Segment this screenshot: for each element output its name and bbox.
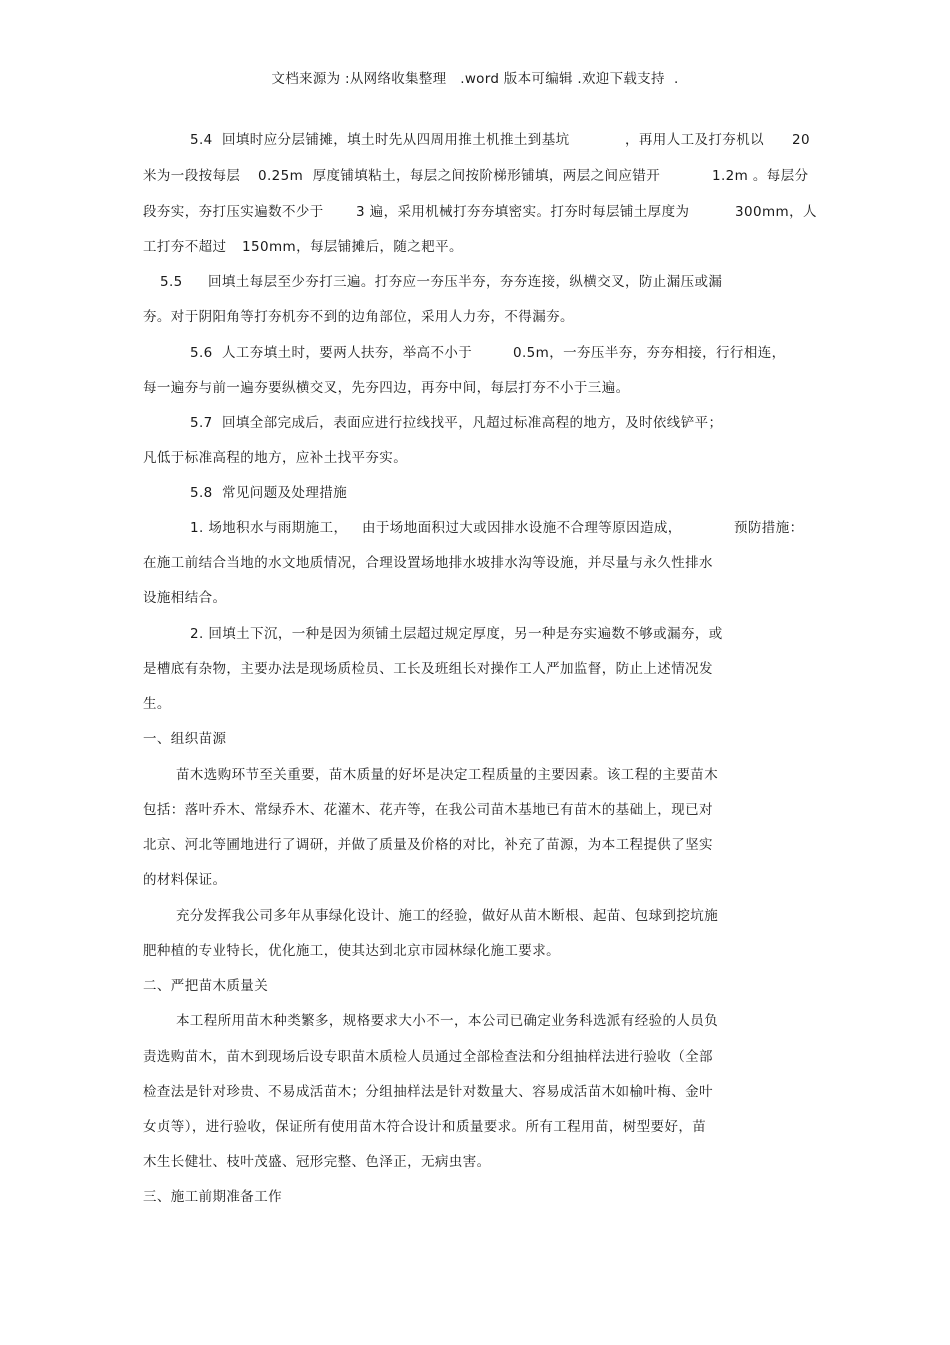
text-segment: 回填时应分层铺摊，填土时先从四周用推土机推土到基坑	[222, 132, 570, 148]
text-segment: 段夯实，夯打压实遍数不少于	[143, 204, 324, 220]
text-segment: 肥种植的专业特长，优化施工，使其达到北京市园林绿化施工要求。	[143, 943, 560, 959]
text-segment: 1. 场地积水与雨期施工，	[190, 520, 348, 536]
text-segment: ，再用人工及打夯机以	[625, 132, 764, 148]
text-segment: 5.6	[190, 345, 213, 361]
text-segment: 5.5	[160, 274, 183, 290]
text-segment: 工打夯不超过	[143, 239, 227, 255]
text-segment: 检查法是针对珍贵、不易成活苗木；分组抽样法是针对数量大、容易成活苗木如榆叶梅、金叶	[143, 1084, 713, 1100]
text-segment: 预防措施：	[734, 520, 804, 536]
text-segment: 的材料保证。	[143, 872, 227, 888]
text-segment: 每一遍夯与前一遍夯要纵横交叉，先夯四边，再夯中间，每层打夯不小于三遍。	[143, 380, 630, 396]
text-segment: 由于场地面积过大或因排水设施不合理等原因造成，	[362, 520, 682, 536]
text-segment: 5.4	[190, 132, 213, 148]
text-segment: 本工程所用苗木种类繁多，规格要求大小不一，本公司已确定业务科选派有经验的人员负	[176, 1013, 719, 1029]
text-segment: 0.5m，一夯压半夯，夯夯相接，行行相连，	[513, 345, 786, 361]
text-segment: 一、组织苗源	[143, 731, 227, 747]
text-segment: 2. 回填土下沉，一种是因为须铺土层超过规定厚度，另一种是夯实遍数不够或漏夯，或	[190, 626, 723, 642]
page-header: 文档来源为 :从网络收集整理 .word 版本可编辑 .欢迎下载支持 .	[271, 71, 679, 87]
text-segment: 5.7	[190, 415, 213, 431]
text-segment: 女贞等），进行验收，保证所有使用苗木符合设计和质量要求。所有工程用苗，树型要好，苗	[143, 1119, 707, 1135]
text-segment: 二、严把苗木质量关	[143, 978, 269, 994]
text-segment: 1.2m 。每层分	[712, 168, 809, 184]
text-segment: 人工夯填土时，要两人扶夯，举高不小于	[222, 345, 473, 361]
text-segment: 回填土每层至少夯打三遍。打夯应一夯压半夯，夯夯连接，纵横交叉，防止漏压或漏	[208, 274, 723, 290]
text-segment: 是槽底有杂物，主要办法是现场质检员、工长及班组长对操作工人严加监督，防止上述情况发	[143, 661, 713, 677]
text-segment: 夯。对于阴阳角等打夯机夯不到的边角部位，采用人力夯，不得漏夯。	[143, 309, 574, 325]
text-segment: 回填全部完成后，表面应进行拉线找平，凡超过标准高程的地方，及时依线铲平；	[222, 415, 723, 431]
text-segment: 300mm，人	[735, 204, 817, 220]
text-segment: 20	[792, 132, 810, 148]
text-segment: 在施工前结合当地的水文地质情况，合理设置场地排水坡排水沟等设施，并尽量与永久性排水	[143, 555, 713, 571]
text-segment: 米为一段按每层	[143, 168, 241, 184]
text-segment: 苗木选购环节至关重要，苗木质量的好坏是决定工程质量的主要因素。该工程的主要苗木	[176, 767, 719, 783]
text-segment: 北京、河北等圃地进行了调研，并做了质量及价格的对比，补充了苗源，为本工程提供了坚实	[143, 837, 713, 853]
text-segment: 3 遍，采用机械打夯夯填密实。打夯时每层铺土厚度为	[356, 204, 690, 220]
text-segment: 三、施工前期准备工作	[143, 1189, 282, 1205]
text-segment: 0.25m 厚度铺填粘土，每层之间按阶梯形铺填，两层之间应错开	[258, 168, 661, 184]
text-segment: 生。	[143, 696, 171, 712]
text-segment: 常见问题及处理措施	[222, 485, 348, 501]
text-segment: 包括：落叶乔木、常绿乔木、花灌木、花卉等，在我公司苗木基地已有苗木的基础上，现已对	[143, 802, 713, 818]
text-segment: 设施相结合。	[143, 590, 227, 606]
text-segment: 责选购苗木，苗木到现场后设专职苗木质检人员通过全部检查法和分组抽样法进行验收（全部	[143, 1049, 713, 1065]
text-segment: 木生长健壮、枝叶茂盛、冠形完整、色泽正，无病虫害。	[143, 1154, 491, 1170]
text-segment: 凡低于标准高程的地方，应补土找平夯实。	[143, 450, 408, 466]
text-segment: 充分发挥我公司多年从事绿化设计、施工的经验，做好从苗木断根、起苗、包球到挖坑施	[176, 908, 719, 924]
text-segment: 5.8	[190, 485, 213, 501]
text-segment: 150mm，每层铺摊后，随之耙平。	[242, 239, 463, 255]
